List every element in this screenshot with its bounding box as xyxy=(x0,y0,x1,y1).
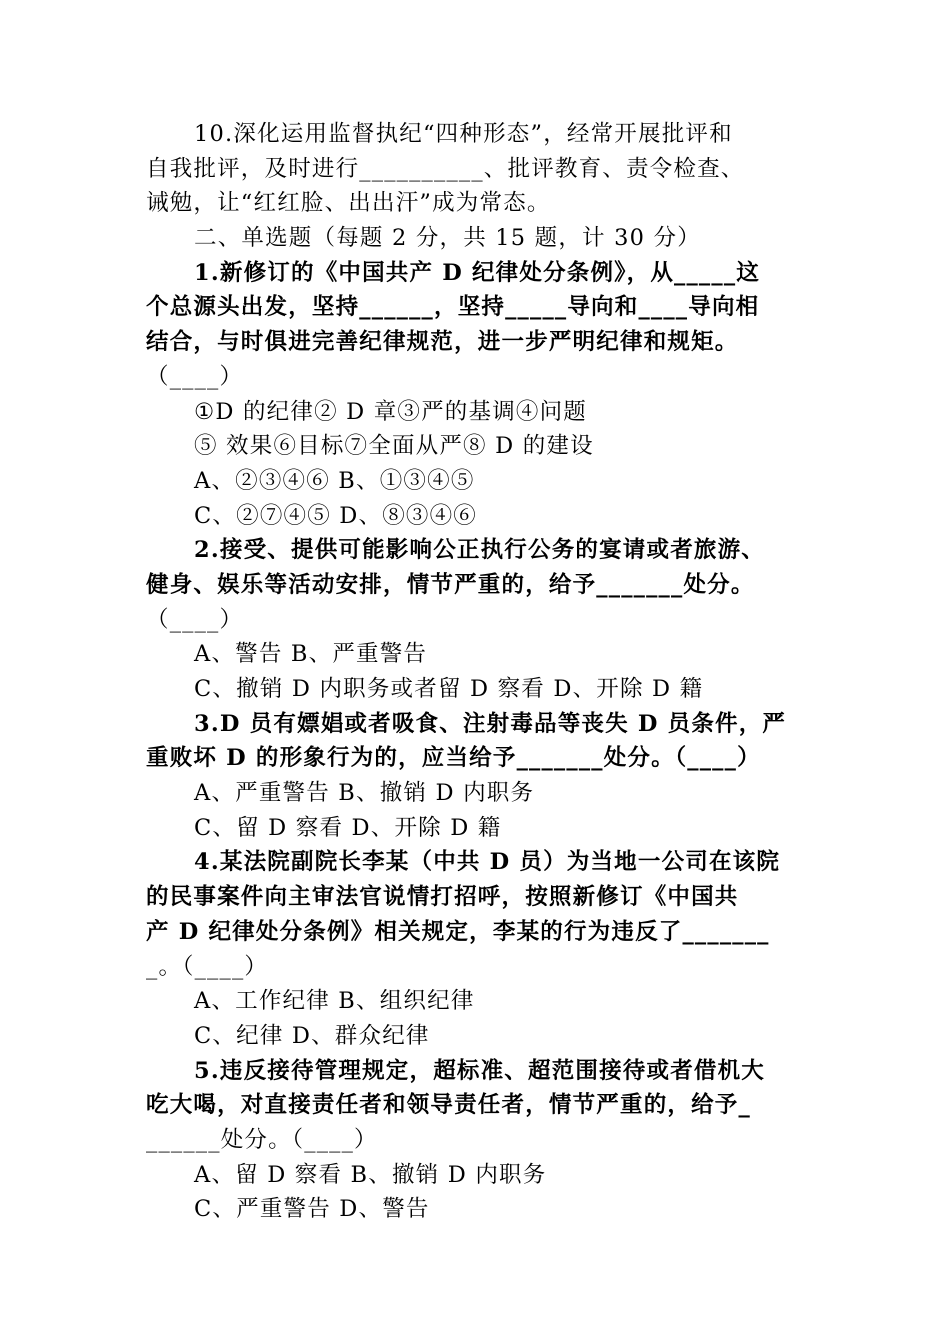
choice-line: A、工作纪律 B、组织纪律 xyxy=(194,988,475,1015)
paragraph-line: 自我批评，及时进行__________、批评教育、责令检查、 xyxy=(146,155,745,182)
question-text: 3.D 员有嫖娼或者吸食、注射毒品等丧失 D 员条件，严 xyxy=(194,710,787,737)
choice-line: A、②③④⑥ B、①③④⑤ xyxy=(194,467,475,494)
choice-line: A、严重警告 B、撤销 D 内职务 xyxy=(194,780,535,807)
question-text: 个总源头出发，坚持______，坚持_____导向和____导向相 xyxy=(146,294,760,321)
paragraph-line: 10.深化运用监督执纪“四种形态”，经常开展批评和 xyxy=(194,121,733,147)
answer-blank: （____） xyxy=(146,606,244,633)
question-text: 结合，与时俱进完善纪律规范，进一步严明纪律和规矩。 xyxy=(146,329,739,356)
choice-line: C、撤销 D 内职务或者留 D 察看 D、开除 D 籍 xyxy=(194,676,704,702)
choice-line: A、留 D 察看 B、撤销 D 内职务 xyxy=(194,1161,547,1188)
question-text: 的民事案件向主审法官说情打招呼，按照新修订《中国共 xyxy=(146,884,739,911)
choice-line: C、留 D 察看 D、开除 D 籍 xyxy=(194,814,502,841)
choice-line: C、②⑦④⑤ D、⑧③④⑥ xyxy=(194,502,478,529)
choice-line: C、严重警告 D、警告 xyxy=(194,1196,430,1223)
question-text: 2.接受、提供可能影响公正执行公务的宴请或者旅游、 xyxy=(194,537,765,564)
question-text: 4.某法院副院长李某（中共 D 员）为当地一公司在该院 xyxy=(194,849,781,876)
option-line: ⑤ 效果⑥目标⑦全面从严⑧ D 的建设 xyxy=(194,433,594,460)
paragraph-line: 诫勉，让“红红脸、出出汗”成为常态。 xyxy=(146,190,551,217)
answer-blank: ______处分。（____） xyxy=(146,1126,378,1153)
section-heading: 二、单选题（每题 2 分，共 15 题，计 30 分） xyxy=(194,225,701,252)
answer-blank: _。（____） xyxy=(146,953,269,980)
choice-line: C、纪律 D、群众纪律 xyxy=(194,1022,430,1049)
question-text: 1.新修订的《中国共产 D 纪律处分条例》，从_____这 xyxy=(194,259,760,286)
question-text: 健身、娱乐等活动安排，情节严重的，给予_______处分。 xyxy=(146,571,755,598)
question-text: 产 D 纪律处分条例》相关规定，李某的行为违反了_______ xyxy=(146,918,770,945)
choice-line: A、警告 B、严重警告 xyxy=(194,641,428,668)
question-text: 重败坏 D 的形象行为的，应当给予_______处分。（____） xyxy=(146,745,761,772)
question-text: 吃大喝，对直接责任者和领导责任者，情节严重的，给予_ xyxy=(146,1092,751,1119)
question-text: 5.违反接待管理规定，超标准、超范围接待或者借机大 xyxy=(194,1057,765,1084)
answer-blank: （____） xyxy=(146,363,244,390)
document-page xyxy=(146,117,810,1227)
option-line: ①D 的纪律② D 章③严的基调④问题 xyxy=(194,398,588,425)
